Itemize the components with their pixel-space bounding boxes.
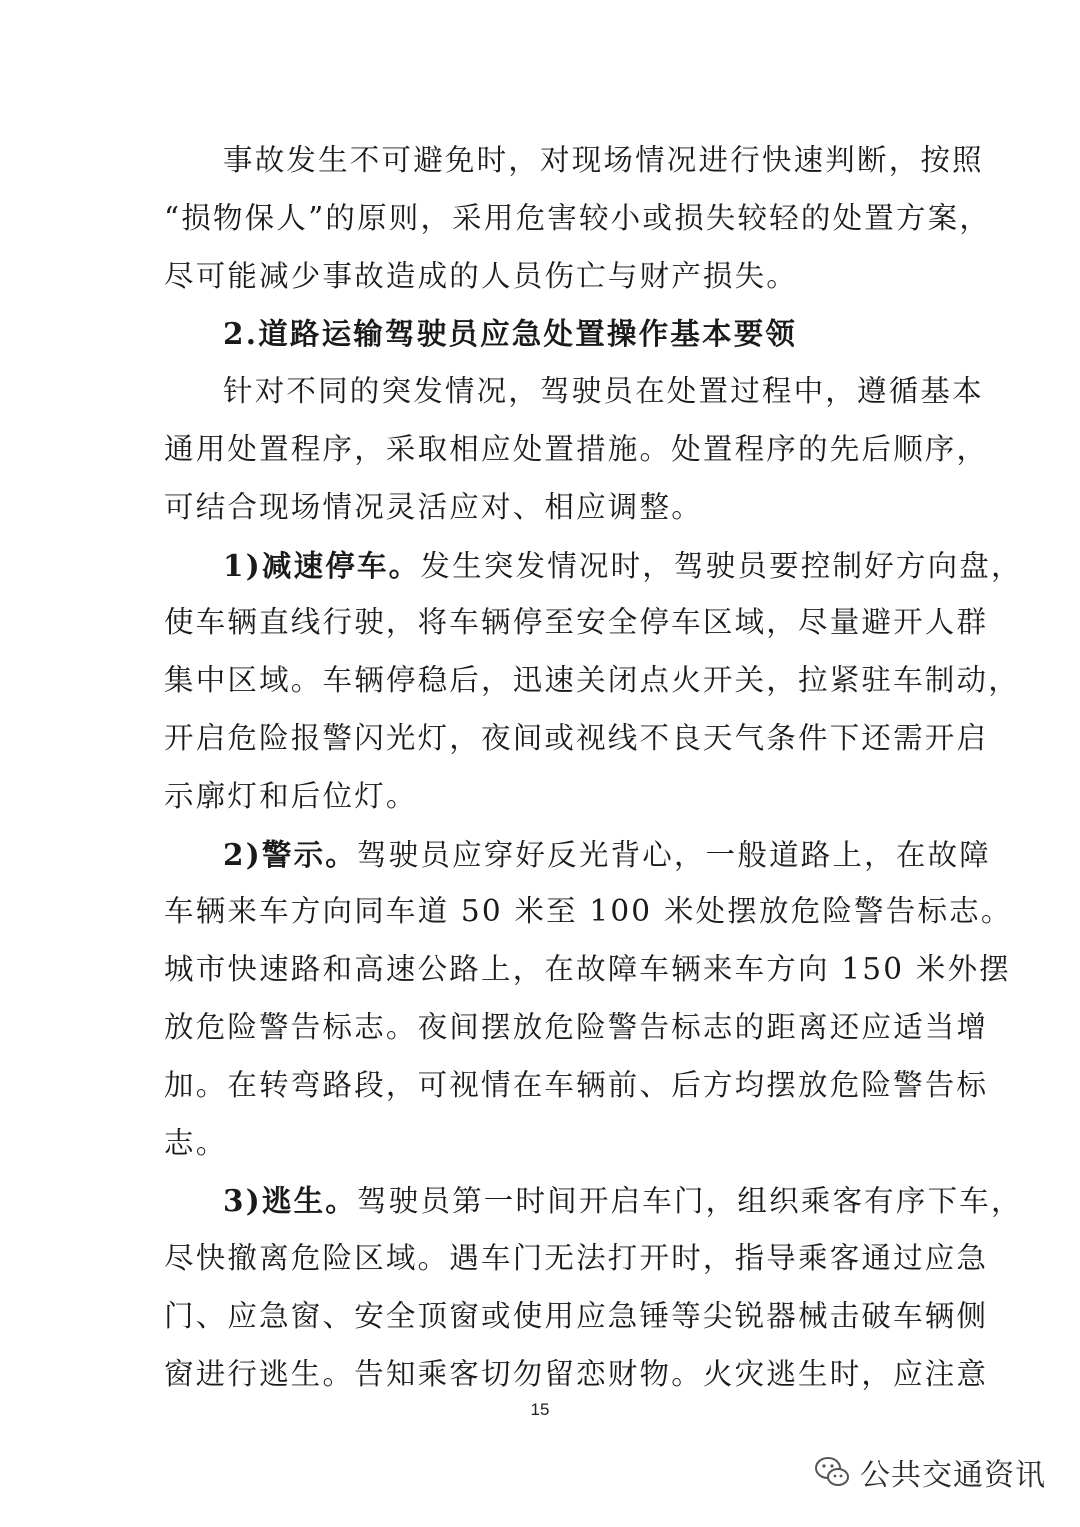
section-heading: 2.道路运输驾驶员应急处置操作基本要领 (223, 316, 798, 352)
paragraph-line: 城市快速路和高速公路上，在故障车辆来车方向 150 米外摆 (164, 952, 1011, 987)
paragraph-line (164, 826, 991, 884)
paragraph-line: 门、应急窗、安全顶窗或使用应急锤等尖锐器械击破车辆侧 (164, 1298, 989, 1333)
paragraph-line: 放危险警告标志。夜间摆放危险警告标志的距离还应适当增 (164, 1009, 989, 1044)
paragraph-text: 驾驶员应穿好反光背心，一般道路上，在故障 (356, 837, 991, 872)
page-number: 15 (530, 1400, 550, 1419)
paragraph-line: “损物保人”的原则，采用危害较小或损失较轻的处置方案， (164, 200, 992, 235)
step-label: 2)警示。 (223, 836, 357, 872)
wechat-icon (814, 1456, 850, 1488)
paragraph-line: 尽可能减少事故造成的人员伤亡与财产损失。 (164, 258, 799, 293)
wechat-watermark (814, 1452, 1046, 1492)
paragraph-line (164, 537, 1023, 595)
document-body (164, 132, 1023, 1404)
paragraph-line: 针对不同的突发情况，驾驶员在处置过程中，遵循基本 (223, 374, 984, 409)
paragraph-line: 使车辆直线行驶，将车辆停至安全停车区域，尽量避开人群 (164, 605, 989, 640)
paragraph-line: 加。在转弯路段，可视情在车辆前、后方均摆放危险警告标 (164, 1067, 989, 1102)
step-label: 1)减速停车。 (223, 547, 421, 583)
paragraph-line: 志。 (164, 1125, 228, 1160)
paragraph-text: 驾驶员第一时间开启车门，组织乘客有序下车， (356, 1184, 1023, 1219)
paragraph-line: 事故发生不可避免时，对现场情况进行快速判断，按照 (223, 143, 984, 177)
step-label: 3)逃生。 (223, 1183, 357, 1219)
paragraph-line: 通用处置程序，采取相应处置措施。处置程序的先后顺序， (164, 431, 989, 466)
paragraph-line: 尽快撤离危险区域。遇车门无法打开时，指导乘客通过应急 (164, 1241, 989, 1276)
paragraph-line (164, 1172, 1023, 1230)
paragraph-line: 开启危险报警闪光灯，夜间或视线不良天气条件下还需开启 (164, 720, 989, 755)
paragraph-line: 车辆来车方向同车道 50 米至 100 米处摆放危险警告标志。 (164, 894, 1013, 929)
paragraph-line: 示廓灯和后位灯。 (164, 778, 418, 813)
paragraph-text: 发生突发情况时，驾驶员要控制好方向盘， (420, 548, 1023, 583)
watermark-text: 公共交通资讯 (860, 1458, 1046, 1493)
paragraph-line: 集中区域。车辆停稳后，迅速关闭点火开关，拉紧驻车制动， (164, 663, 1020, 698)
paragraph-line: 可结合现场情况灵活应对、相应调整。 (164, 489, 703, 524)
paragraph-line: 窗进行逃生。告知乘客切勿留恋财物。火灾逃生时，应注意 (164, 1356, 989, 1391)
